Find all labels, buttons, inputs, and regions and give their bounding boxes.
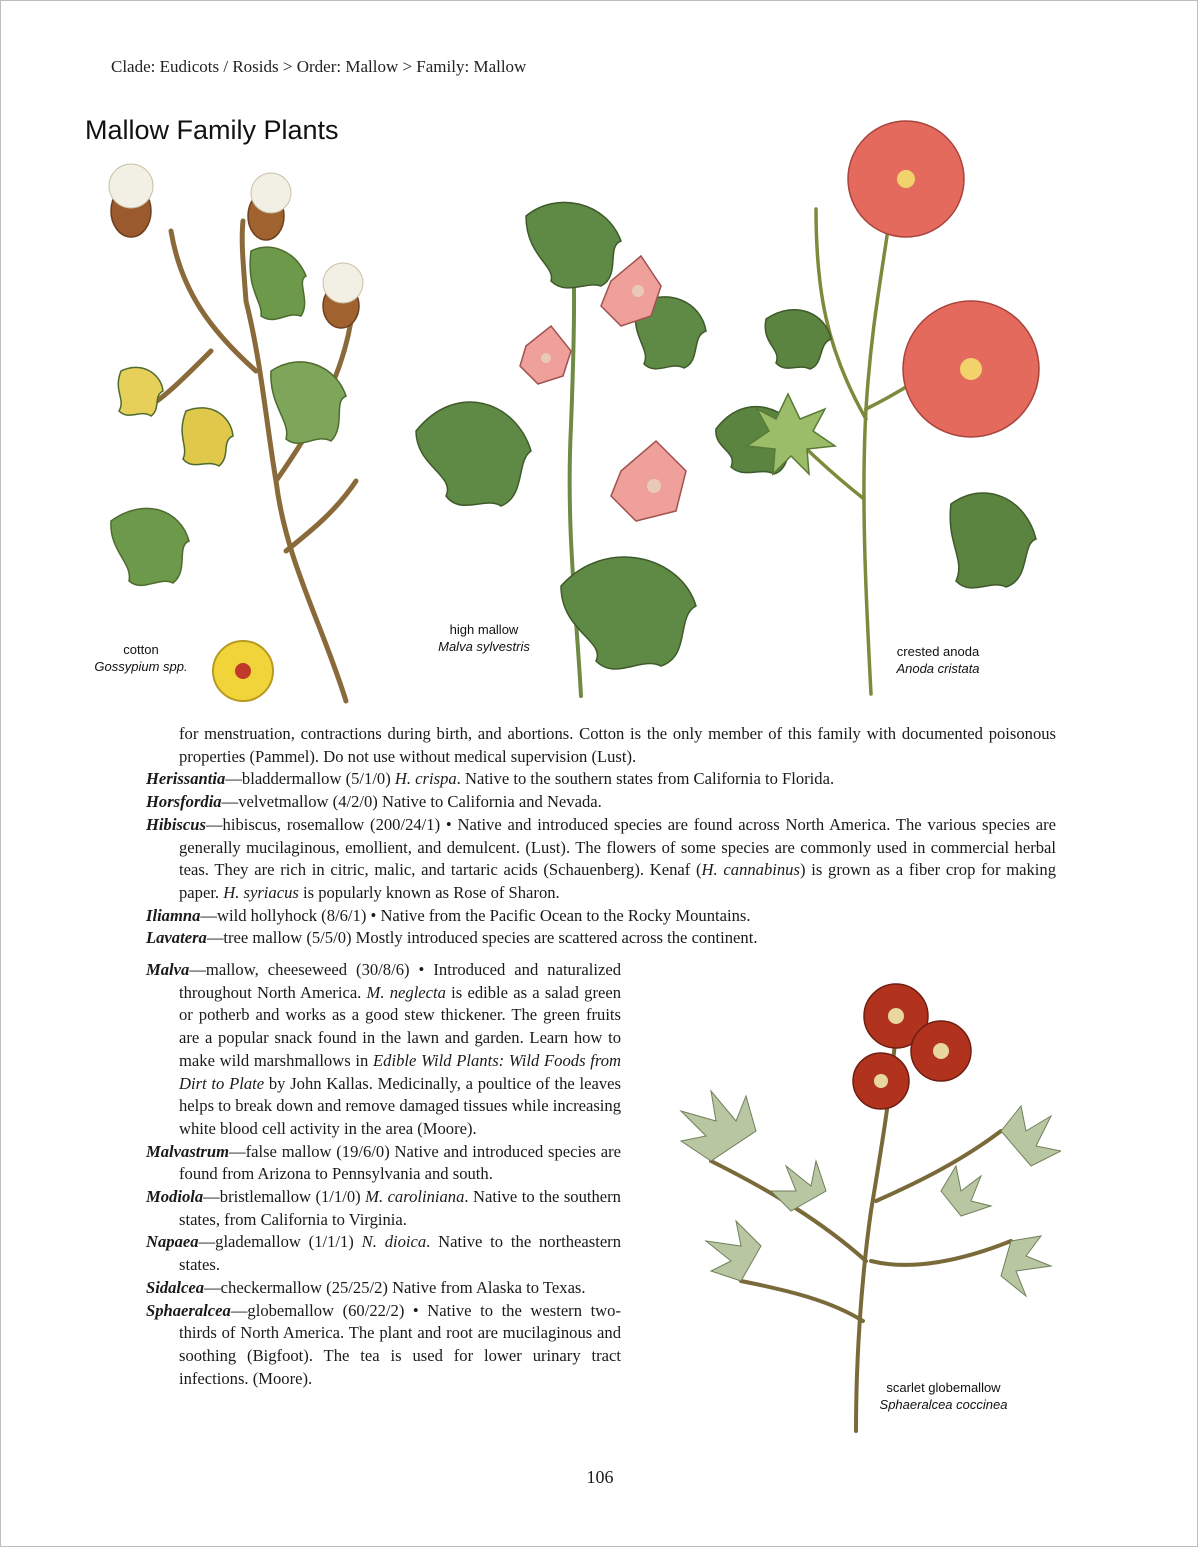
genus-name: Hibiscus xyxy=(146,814,206,834)
caption-high-mallow xyxy=(409,621,559,655)
caption-crested-anoda xyxy=(873,643,1003,677)
caption-scarlet-globemallow xyxy=(856,1379,1031,1413)
entry-text: —mallow, cheeseweed (30/8/6) • Introduced and naturalized throughout North America. xyxy=(179,960,621,1002)
entry-text: —wild hollyhock (8/6/1) • Native from the Pacific Ocean to the Rocky Mountains. xyxy=(200,905,751,925)
entry-text: —tree mallow (5/5/0) Mostly introduced species are scattered across the continent. xyxy=(206,928,758,948)
italic-text: M. caroliniana xyxy=(365,1187,465,1207)
text-entry xyxy=(146,905,1056,928)
crested-anoda-illustration xyxy=(706,119,1066,704)
text-entry xyxy=(146,1231,621,1276)
genus-name: Sphaeralcea xyxy=(146,1300,231,1320)
body-text-full xyxy=(146,723,1056,950)
genus-name: Malva xyxy=(146,960,190,979)
genus-name: Modiola xyxy=(146,1187,204,1207)
page-number: 106 xyxy=(586,1467,614,1487)
genus-name: Lavatera xyxy=(146,928,207,948)
text-entry xyxy=(146,791,1056,814)
cotton-illustration xyxy=(71,151,371,711)
italic-text: H. crispa xyxy=(394,769,457,789)
genus-name: Napaea xyxy=(146,1232,199,1252)
text-entry xyxy=(146,1141,621,1186)
body-text-column xyxy=(146,959,621,1390)
genus-name: Iliamna xyxy=(146,905,201,925)
text-entry xyxy=(146,723,1056,768)
entry-text: —bladdermallow (5/1/0) xyxy=(225,769,395,789)
text-entry xyxy=(146,768,1056,791)
italic-text: M. neglecta xyxy=(366,982,446,1002)
caption-cotton xyxy=(71,641,211,675)
entry-text: is popularly known as Rose of Sharon. xyxy=(298,882,560,902)
text-entry xyxy=(146,959,621,1141)
text-entry xyxy=(146,927,1056,950)
entry-text: —bristlemallow (1/1/0) xyxy=(203,1187,366,1207)
caption-common-name: scarlet globemallow xyxy=(886,1380,1001,1395)
entry-text: for menstruation, contractions during birth, and abortions. Cotton is the only member of this family with documented poisonous properties (Pammel). Do not use without medical supervision (Lust). xyxy=(179,724,1056,766)
caption-scientific-name: Gossypium spp. xyxy=(94,659,188,674)
entry-text: . Native to the southern states from California to Florida. xyxy=(456,769,835,789)
italic-text: Edible Wild Plants: Wild Foods from Dirt to Plate xyxy=(179,1050,621,1093)
scarlet-globemallow-illustration xyxy=(641,961,1061,1441)
caption-common-name: cotton xyxy=(123,642,159,657)
italic-text: H. syriacus xyxy=(223,882,299,902)
italic-text: N. dioica xyxy=(361,1232,427,1252)
genus-name: Horsfordia xyxy=(146,792,222,812)
text-entry xyxy=(146,1186,621,1231)
text-entry xyxy=(146,1300,621,1391)
caption-scientific-name: Malva sylvestris xyxy=(438,639,530,654)
entry-text: —hibiscus, rosemallow (200/24/1) • Native and introduced species are found across North America. The various species are generally mucilaginous, emollient, and demulcent. (Lust). The flowers of some species are commonly used in commercial herbal teas. They are rich in citric, malic, and tartaric acids (Schauenberg). Kenaf ( xyxy=(179,814,1056,880)
entry-text: ) is grown as a fiber crop for making paper. xyxy=(179,860,1056,902)
entry-text: —checkermallow (25/25/2) Native from Alaska to Texas. xyxy=(204,1277,586,1297)
italic-text: H. cannabinus xyxy=(701,860,800,880)
text-entry xyxy=(146,814,1056,905)
breadcrumb: Clade: Eudicots / Rosids > Order: Mallow > Family: Mallow xyxy=(111,57,527,76)
genus-name: Malvastrum xyxy=(146,1141,229,1161)
genus-name: Herissantia xyxy=(146,769,226,789)
entry-text: by John Kallas. Medicinally, a poultice of the leaves helps to break down and remove damaged tissues while increasing white blood cell activity in the area (Moore). xyxy=(179,1073,621,1138)
text-entry xyxy=(146,1277,621,1300)
entry-text: —globemallow (60/22/2) • Native to the western two-thirds of North America. The plant and root are mucilaginous and soothing (Bigfoot). The tea is used for lower urinary tract infections. (Moore). xyxy=(179,1300,621,1388)
entry-text: —glademallow (1/1/1) xyxy=(198,1232,362,1252)
entry-text: —velvetmallow (4/2/0) Native to California and Nevada. xyxy=(221,792,602,812)
caption-common-name: crested anoda xyxy=(896,644,980,659)
caption-scientific-name: Sphaeralcea coccinea xyxy=(879,1397,1008,1412)
entry-text: . Native to the northeastern states. xyxy=(179,1232,622,1275)
page-title: Mallow Family Plants xyxy=(85,115,339,145)
entry-text: is edible as a salad green or potherb and works as a good stew thickener. The green fruits are a popular snack found in the lawn and garden. Learn how to make wild marshmallows in xyxy=(179,982,622,1070)
caption-scientific-name: Anoda cristata xyxy=(896,661,980,676)
entry-text: —false mallow (19/6/0) Native and introduced species are found from Arizona to Pennsylvania and south. xyxy=(179,1141,621,1184)
genus-name: Sidalcea xyxy=(146,1277,205,1297)
caption-common-name: high mallow xyxy=(449,622,519,637)
entry-text: . Native to the southern states, from California to Virginia. xyxy=(179,1187,621,1229)
